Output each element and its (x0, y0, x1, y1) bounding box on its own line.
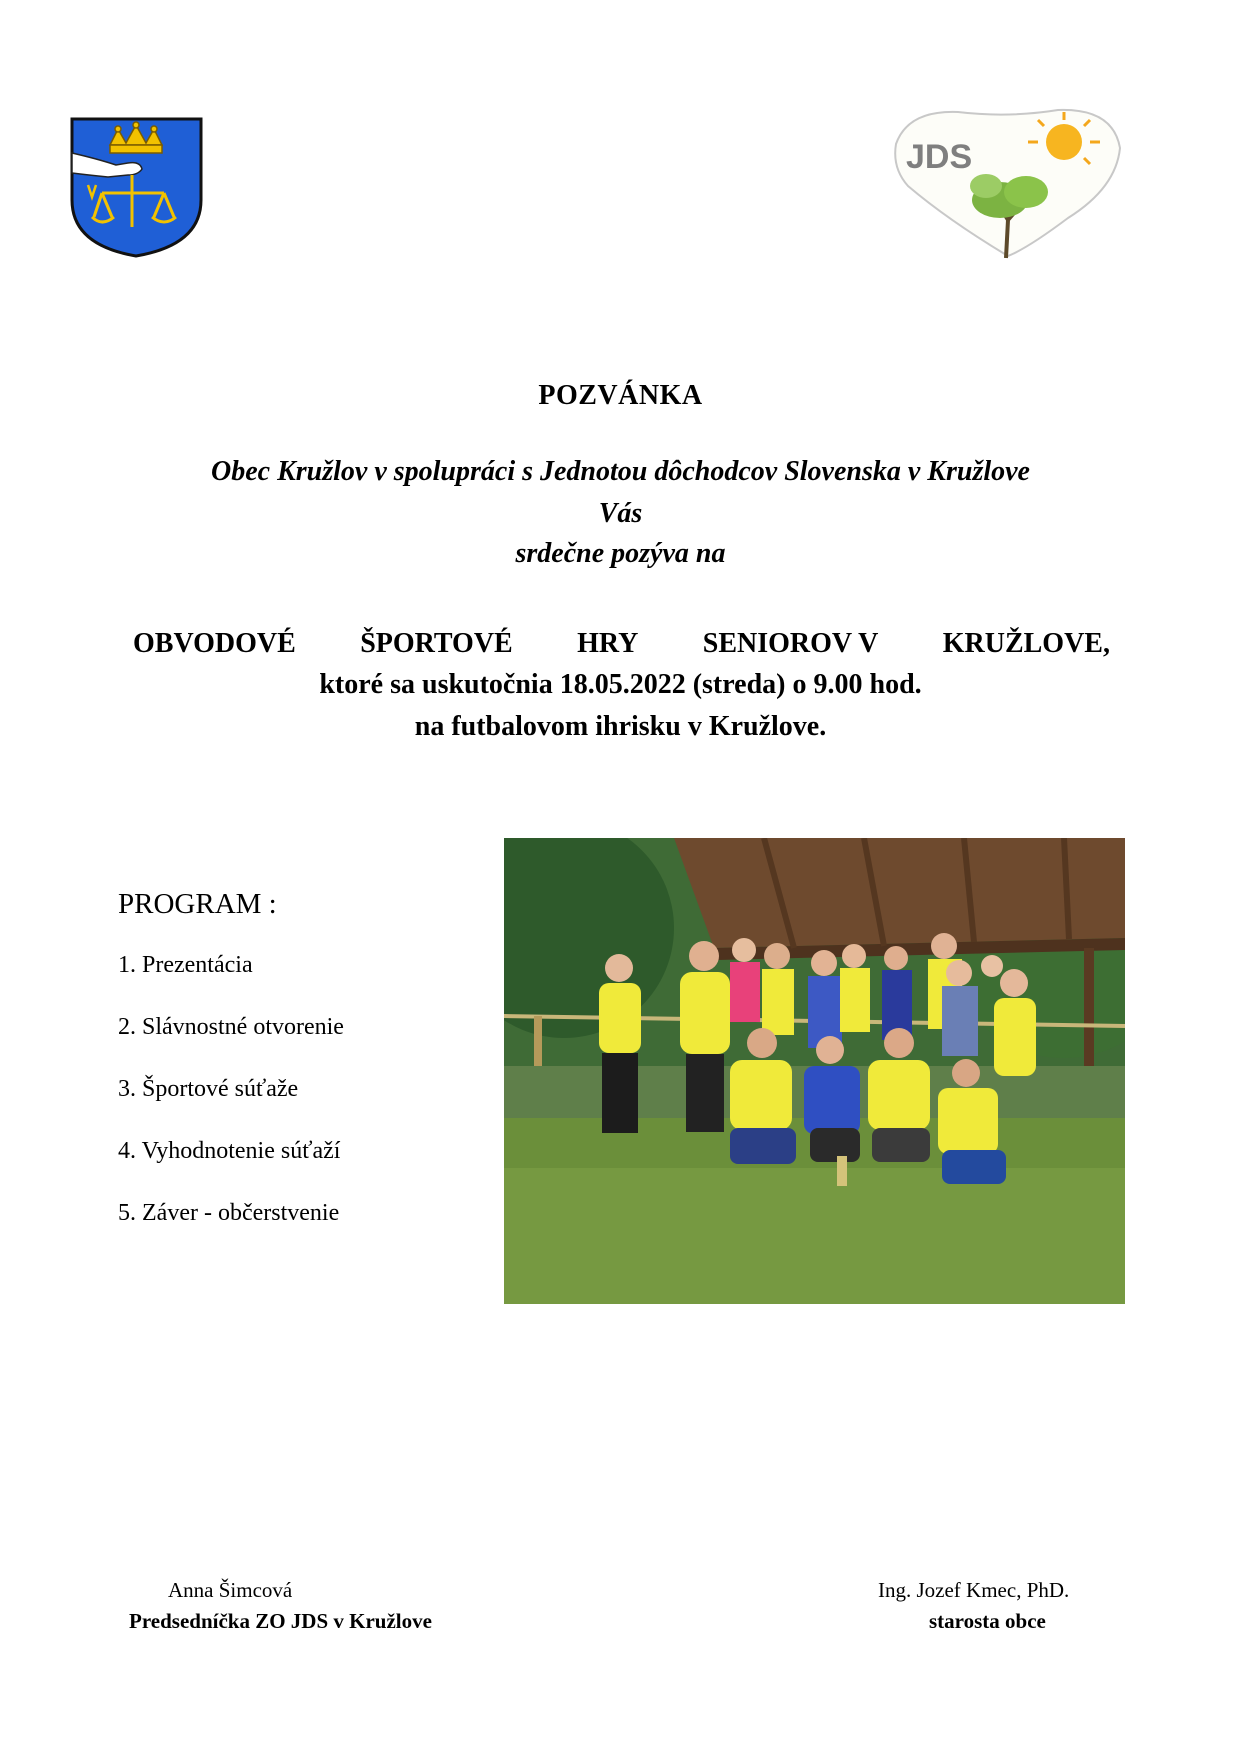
invitation-title: POZVÁNKA (538, 380, 703, 411)
program-title: PROGRAM : (118, 888, 277, 920)
group-photo (504, 838, 1125, 1304)
event-title (133, 628, 1110, 660)
signature-right-role: starosta obce (929, 1609, 1046, 1633)
event-location-line: na futbalovom ihrisku v Kružlove. (414, 711, 827, 742)
program-item: 5. Záver - občerstvenie (118, 1200, 340, 1226)
event-title-word: SENIOROV V (702, 628, 879, 659)
svg-text:JDS: JDS (906, 138, 973, 176)
event-title-word: OBVODOVÉ (133, 628, 296, 659)
invitation-line-2: Vás (598, 498, 643, 529)
program-item: 4. Vyhodnotenie súťaží (118, 1138, 341, 1164)
invitation-line-3: srdečne pozýva na (515, 538, 726, 569)
signature-left-role: Predsedníčka ZO JDS v Kružlove (129, 1609, 432, 1633)
event-title-word: ŠPORTOVÉ (360, 628, 513, 659)
event-title-word: HRY (577, 628, 639, 659)
signature-right-name: Ing. Jozef Kmec, PhD. (878, 1578, 1070, 1602)
event-date-line: ktoré sa uskutočnia 18.05.2022 (streda) o 9.00 hod. (319, 669, 922, 700)
invitation-line-1: Obec Kružlov v spolupráci s Jednotou dôchodcov Slovenska v Kružlove (211, 456, 1030, 487)
program-item: 2. Slávnostné otvorenie (118, 1014, 344, 1040)
signature-left-name: Anna Šimcová (168, 1578, 293, 1602)
event-title-word: KRUŽLOVE, (942, 628, 1110, 659)
coat-of-arms-logo (68, 115, 205, 260)
jds-logo (888, 108, 1128, 260)
program-item: 1. Prezentácia (118, 952, 253, 978)
program-item: 3. Športové súťaže (118, 1076, 299, 1102)
